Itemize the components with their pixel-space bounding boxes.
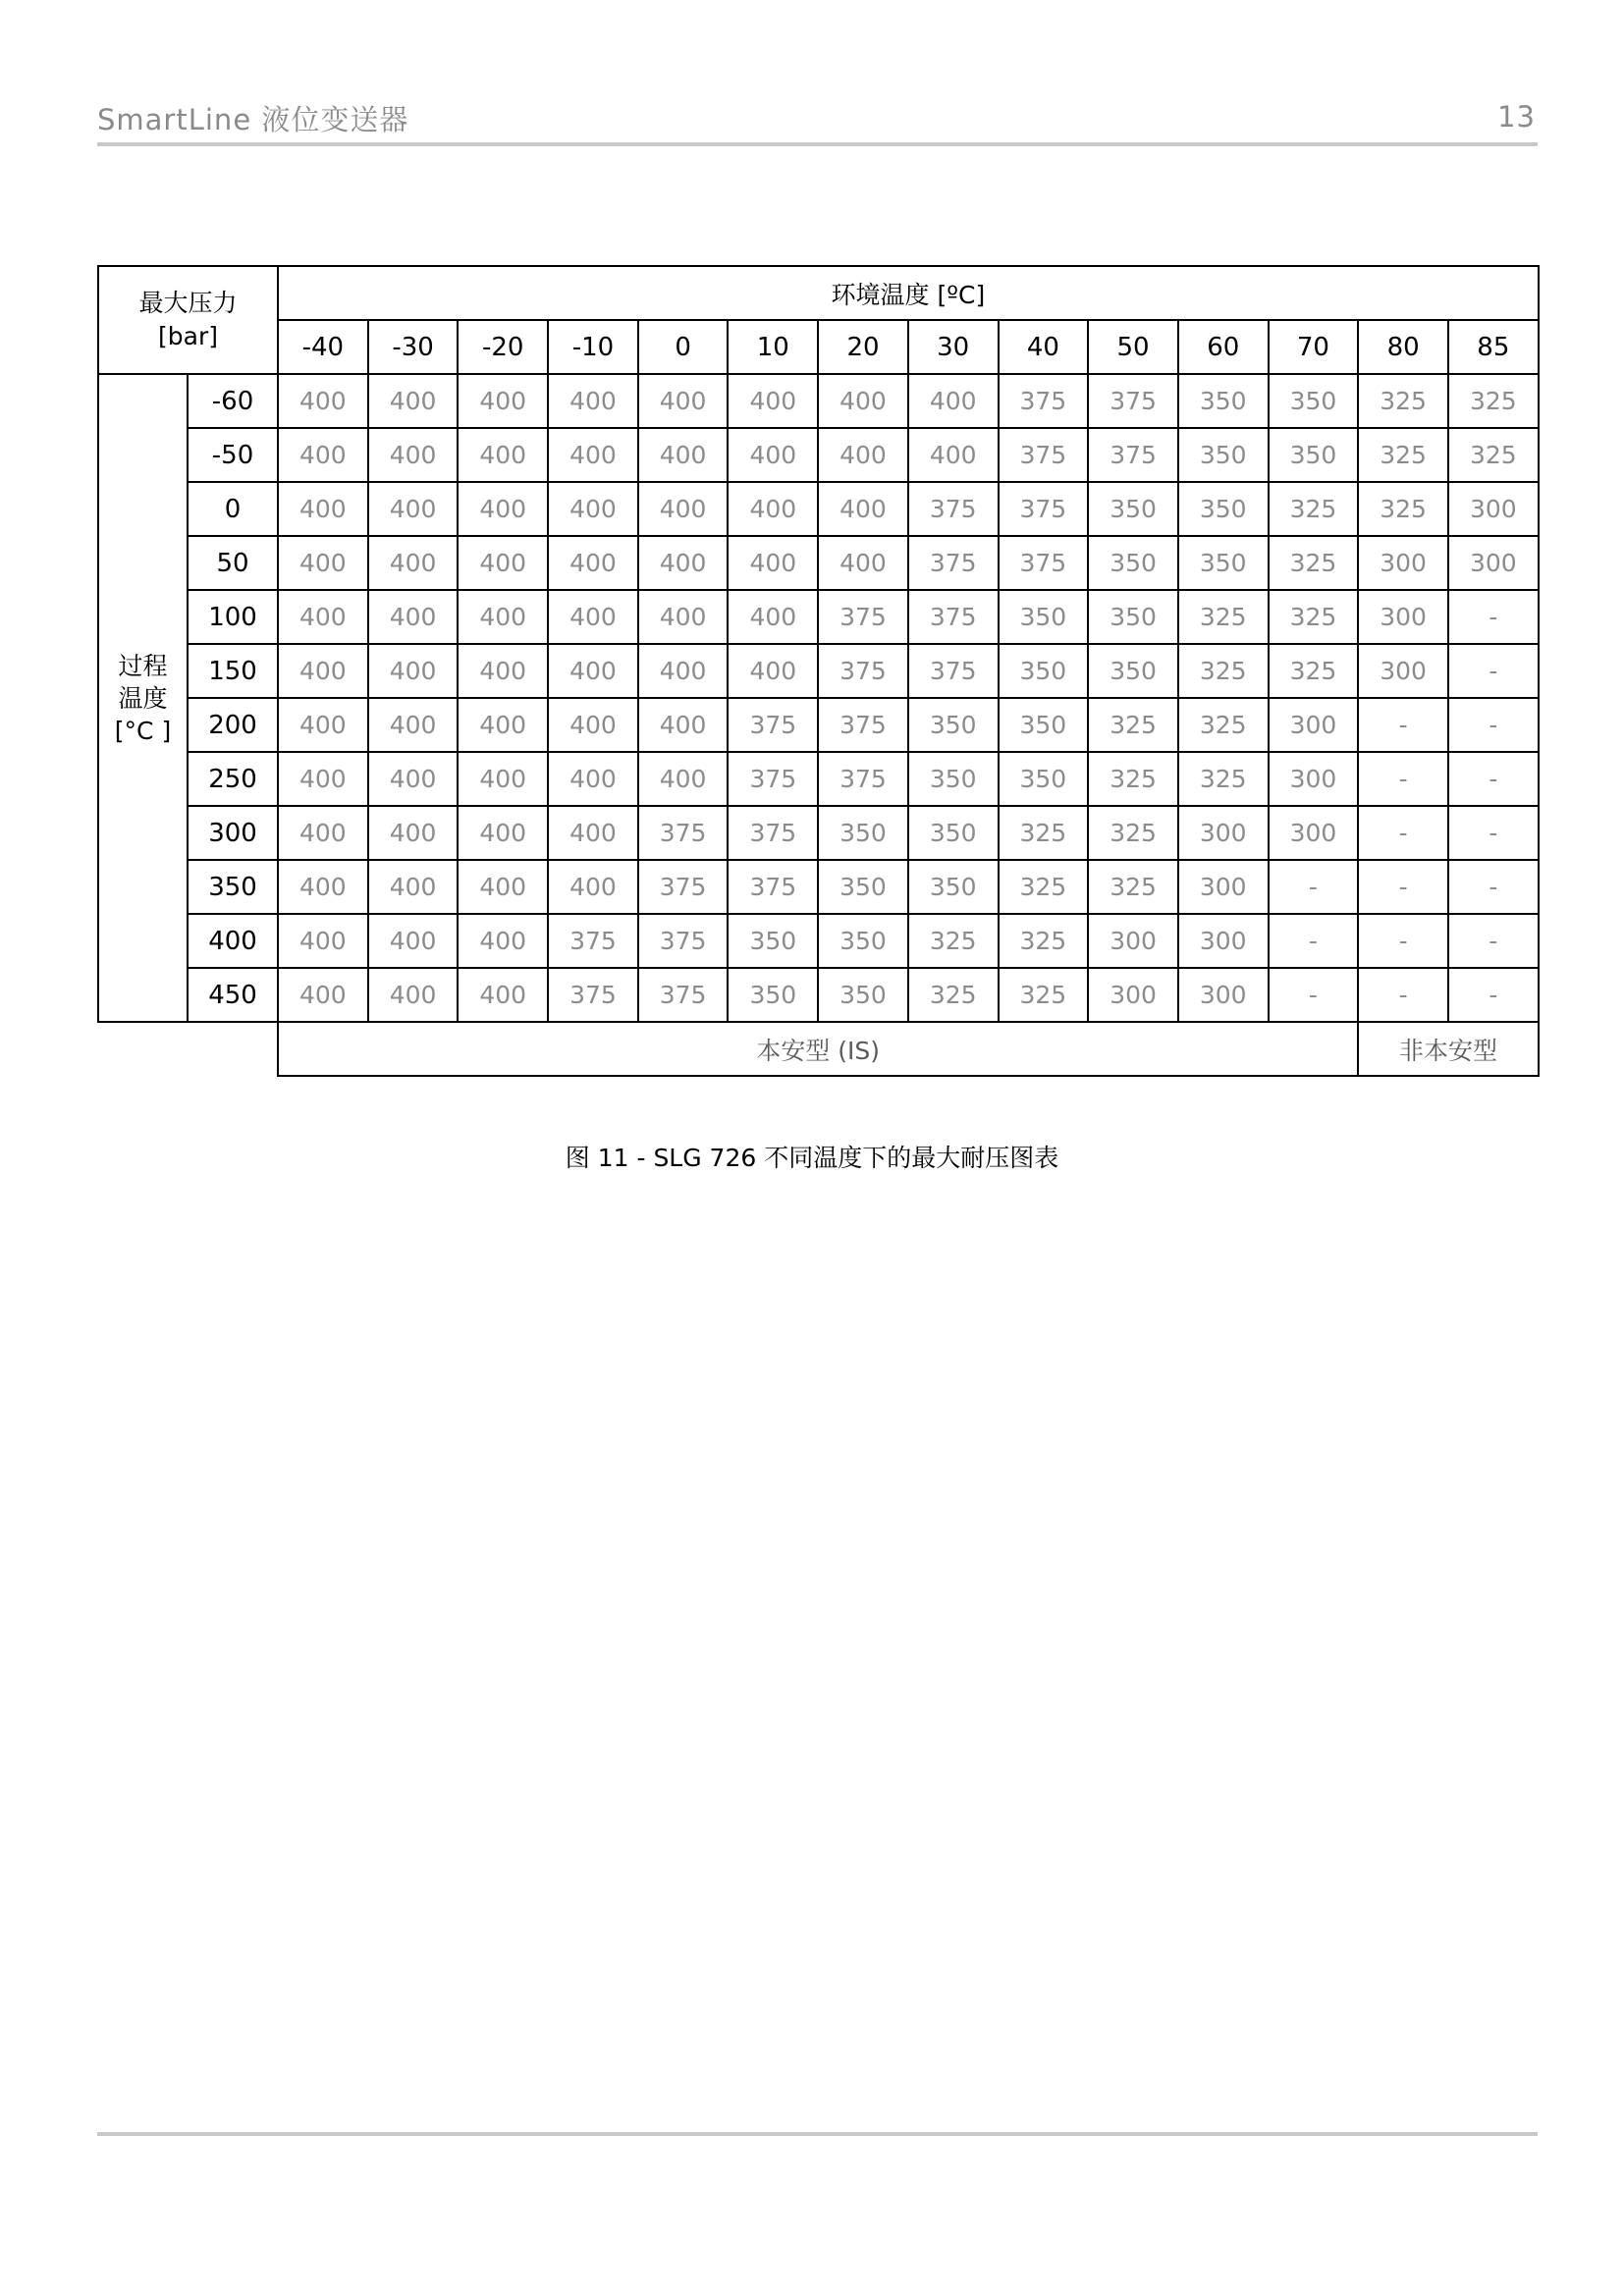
pressure-value-cell: 350	[818, 914, 908, 968]
pressure-value-cell: 400	[638, 536, 729, 590]
pressure-value-cell: -	[1448, 806, 1539, 860]
pressure-value-cell: 400	[548, 752, 638, 806]
pressure-value-cell: 325	[1088, 860, 1178, 914]
pressure-value-cell: 400	[278, 752, 368, 806]
pressure-value-cell: 400	[908, 374, 999, 428]
non-intrinsic-safety-zone-label: 非本安型	[1358, 1022, 1538, 1076]
pressure-value-cell: 400	[368, 968, 459, 1022]
pressure-value-cell: 375	[1088, 374, 1178, 428]
process-temp-row-header: 150	[188, 644, 278, 698]
pressure-value-cell: -	[1448, 914, 1539, 968]
intrinsic-safety-zone-label: 本安型 (IS)	[278, 1022, 1358, 1076]
pressure-value-cell: 400	[818, 536, 908, 590]
process-temp-row-header: 50	[188, 536, 278, 590]
table-row	[98, 752, 1539, 806]
pressure-value-cell: 350	[728, 914, 818, 968]
pressure-value-cell: 375	[638, 806, 729, 860]
pressure-value-cell: 375	[728, 698, 818, 752]
pressure-value-cell: 400	[278, 968, 368, 1022]
ambient-temp-header-cell: 85	[1448, 320, 1539, 374]
pressure-value-cell: 350	[1269, 374, 1359, 428]
pressure-value-cell: 400	[548, 698, 638, 752]
pressure-value-cell: 375	[999, 536, 1089, 590]
pressure-value-cell: 325	[1088, 698, 1178, 752]
pressure-value-cell: 350	[908, 806, 999, 860]
ambient-temp-header-cell: 30	[908, 320, 999, 374]
pressure-value-cell: 400	[728, 482, 818, 536]
process-temp-row-header: 300	[188, 806, 278, 860]
pressure-value-cell: 375	[728, 752, 818, 806]
pressure-value-cell: 400	[818, 374, 908, 428]
pressure-value-cell: 400	[548, 482, 638, 536]
pressure-value-cell: 400	[548, 860, 638, 914]
pressure-value-cell: 375	[818, 698, 908, 752]
pressure-temperature-table	[97, 265, 1540, 1077]
pressure-value-cell: -	[1358, 806, 1448, 860]
max-pressure-header	[98, 266, 278, 374]
pressure-value-cell: 400	[818, 428, 908, 482]
pressure-value-cell: 400	[458, 752, 548, 806]
table-row	[98, 914, 1539, 968]
process-temp-row-header: 200	[188, 698, 278, 752]
pressure-value-cell: 375	[728, 860, 818, 914]
pressure-value-cell: 300	[1269, 806, 1359, 860]
process-temperature-label: [°C ]	[114, 716, 172, 745]
pressure-value-cell: -	[1358, 968, 1448, 1022]
pressure-value-cell: 400	[458, 914, 548, 968]
pressure-value-cell: 400	[458, 428, 548, 482]
ambient-temp-header-cell: 60	[1178, 320, 1269, 374]
ambient-temp-header-cell: -20	[458, 320, 548, 374]
pressure-value-cell: 400	[728, 590, 818, 644]
pressure-value-cell: 300	[1269, 698, 1359, 752]
process-temp-row-header: -50	[188, 428, 278, 482]
ambient-temp-header-cell: -10	[548, 320, 638, 374]
pressure-value-cell: 400	[368, 536, 459, 590]
pressure-value-cell: 300	[1178, 914, 1269, 968]
pressure-value-cell: 400	[458, 374, 548, 428]
pressure-value-cell: 325	[1358, 428, 1448, 482]
pressure-value-cell: 350	[728, 968, 818, 1022]
pressure-value-cell: 400	[278, 698, 368, 752]
pressure-value-cell: 300	[1448, 482, 1539, 536]
pressure-value-cell: 300	[1358, 644, 1448, 698]
pressure-value-cell: -	[1358, 914, 1448, 968]
pressure-value-cell: 375	[548, 968, 638, 1022]
document-header-title: SmartLine 液位变送器	[97, 103, 409, 136]
pressure-value-cell: 400	[278, 806, 368, 860]
pressure-value-cell: 325	[1358, 374, 1448, 428]
pressure-value-cell: 350	[818, 968, 908, 1022]
pressure-value-cell: 350	[999, 590, 1089, 644]
ambient-temp-header-cell: 70	[1269, 320, 1359, 374]
pressure-value-cell: 400	[458, 590, 548, 644]
figure-caption: 图 11 - SLG 726 不同温度下的最大耐压图表	[565, 1144, 1059, 1172]
pressure-value-cell: 325	[1269, 590, 1359, 644]
ambient-temp-header-cell: 40	[999, 320, 1089, 374]
pressure-value-cell: -	[1269, 968, 1359, 1022]
pressure-value-cell: 400	[638, 482, 729, 536]
pressure-value-cell: -	[1358, 698, 1448, 752]
pressure-value-cell: 375	[638, 914, 729, 968]
pressure-value-cell: 400	[818, 482, 908, 536]
process-temperature-header	[98, 374, 188, 1022]
pressure-value-cell: 400	[548, 374, 638, 428]
pressure-value-cell: 300	[1358, 590, 1448, 644]
pressure-value-cell: 375	[638, 968, 729, 1022]
pressure-value-cell: 350	[1178, 482, 1269, 536]
pressure-value-cell: 375	[999, 482, 1089, 536]
table-row	[98, 428, 1539, 482]
process-temp-row-header: 350	[188, 860, 278, 914]
pressure-value-cell: 400	[548, 806, 638, 860]
pressure-value-cell: 325	[1178, 698, 1269, 752]
ambient-temp-header-cell: 10	[728, 320, 818, 374]
process-temp-row-header: 0	[188, 482, 278, 536]
pressure-value-cell: 325	[1269, 536, 1359, 590]
pressure-value-cell: 400	[368, 590, 459, 644]
process-temperature-label: 过程	[118, 651, 168, 680]
pressure-value-cell: 400	[728, 374, 818, 428]
pressure-value-cell: 300	[1088, 914, 1178, 968]
pressure-value-cell: -	[1358, 752, 1448, 806]
pressure-value-cell: 400	[458, 968, 548, 1022]
pressure-value-cell: -	[1448, 860, 1539, 914]
process-temp-row-header: -60	[188, 374, 278, 428]
pressure-value-cell: 375	[908, 536, 999, 590]
pressure-value-cell: 400	[368, 374, 459, 428]
pressure-value-cell: 400	[458, 698, 548, 752]
pressure-value-cell: 350	[908, 752, 999, 806]
pressure-value-cell: 300	[1448, 536, 1539, 590]
pressure-value-cell: 325	[1088, 806, 1178, 860]
pressure-value-cell: 375	[818, 644, 908, 698]
pressure-value-cell: 400	[278, 914, 368, 968]
table-row	[98, 590, 1539, 644]
ambient-temp-header-cell: 80	[1358, 320, 1448, 374]
pressure-value-cell: -	[1448, 590, 1539, 644]
pressure-value-cell: 325	[999, 968, 1089, 1022]
ambient-temp-header-cell: 50	[1088, 320, 1178, 374]
pressure-value-cell: 325	[999, 914, 1089, 968]
table-row	[98, 698, 1539, 752]
pressure-value-cell: -	[1448, 968, 1539, 1022]
pressure-value-cell: 375	[999, 428, 1089, 482]
process-temperature-label: 温度	[118, 683, 168, 713]
pressure-value-cell: 375	[908, 590, 999, 644]
pressure-value-cell: 325	[1178, 644, 1269, 698]
empty-cell	[98, 1022, 278, 1076]
ambient-temperature-header: 环境温度 [ºC]	[278, 266, 1539, 320]
pressure-value-cell: 300	[1269, 752, 1359, 806]
max-pressure-label: 最大压力	[138, 289, 238, 317]
pressure-value-cell: -	[1269, 914, 1359, 968]
pressure-value-cell: 400	[278, 860, 368, 914]
pressure-value-cell: 400	[458, 806, 548, 860]
header-divider	[97, 142, 1538, 146]
pressure-value-cell: 300	[1088, 968, 1178, 1022]
pressure-value-cell: 375	[818, 752, 908, 806]
pressure-value-cell: 375	[638, 860, 729, 914]
pressure-value-cell: 400	[368, 698, 459, 752]
pressure-value-cell: 325	[1448, 374, 1539, 428]
pressure-value-cell: 350	[999, 644, 1089, 698]
process-temp-row-header: 400	[188, 914, 278, 968]
pressure-value-cell: 350	[1088, 590, 1178, 644]
pressure-value-cell: 350	[818, 860, 908, 914]
pressure-value-cell: 400	[368, 644, 459, 698]
pressure-value-cell: 400	[728, 536, 818, 590]
pressure-value-cell: 350	[818, 806, 908, 860]
pressure-value-cell: 400	[458, 860, 548, 914]
pressure-value-cell: 400	[278, 482, 368, 536]
pressure-value-cell: 400	[458, 536, 548, 590]
pressure-value-cell: 400	[368, 482, 459, 536]
process-temp-row-header: 450	[188, 968, 278, 1022]
table-header-row	[98, 266, 1539, 320]
ambient-temp-header-cell: -40	[278, 320, 368, 374]
pressure-value-cell: 400	[548, 536, 638, 590]
pressure-value-cell: 400	[368, 860, 459, 914]
pressure-value-cell: 325	[1269, 644, 1359, 698]
pressure-value-cell: 375	[908, 482, 999, 536]
pressure-value-cell: -	[1448, 752, 1539, 806]
pressure-value-cell: 325	[908, 914, 999, 968]
ambient-temp-header-cell: 0	[638, 320, 729, 374]
pressure-value-cell: 400	[638, 428, 729, 482]
pressure-value-cell: 350	[908, 860, 999, 914]
pressure-value-cell: 325	[999, 860, 1089, 914]
pressure-value-cell: 325	[999, 806, 1089, 860]
pressure-value-cell: 325	[1178, 590, 1269, 644]
table-row	[98, 482, 1539, 536]
pressure-value-cell: 375	[728, 806, 818, 860]
pressure-value-cell: 400	[638, 698, 729, 752]
pressure-value-cell: 400	[368, 752, 459, 806]
pressure-value-cell: 350	[999, 752, 1089, 806]
pressure-value-cell: 350	[1088, 482, 1178, 536]
pressure-value-cell: 325	[1269, 482, 1359, 536]
pressure-value-cell: 400	[728, 644, 818, 698]
pressure-value-cell: 300	[1358, 536, 1448, 590]
pressure-value-cell: 400	[548, 428, 638, 482]
pressure-value-cell: 350	[1178, 536, 1269, 590]
pressure-value-cell: 325	[1178, 752, 1269, 806]
pressure-value-cell: 350	[1269, 428, 1359, 482]
pressure-value-cell: 375	[818, 590, 908, 644]
pressure-value-cell: 400	[638, 374, 729, 428]
footer-divider	[97, 2132, 1538, 2136]
pressure-value-cell: 400	[638, 644, 729, 698]
pressure-value-cell: -	[1448, 698, 1539, 752]
pressure-value-cell: 375	[999, 374, 1089, 428]
pressure-value-cell: 400	[638, 590, 729, 644]
pressure-value-cell: 350	[1088, 644, 1178, 698]
page-number: 13	[1497, 100, 1536, 133]
pressure-value-cell: 400	[458, 644, 548, 698]
pressure-value-cell: 350	[1178, 374, 1269, 428]
pressure-value-cell: 300	[1178, 806, 1269, 860]
pressure-value-cell: 375	[908, 644, 999, 698]
pressure-value-cell: 400	[548, 590, 638, 644]
pressure-value-cell: -	[1269, 860, 1359, 914]
pressure-value-cell: 350	[908, 698, 999, 752]
table-row	[98, 374, 1539, 428]
pressure-value-cell: 300	[1178, 860, 1269, 914]
pressure-value-cell: 400	[458, 482, 548, 536]
process-temp-row-header: 250	[188, 752, 278, 806]
table-row	[98, 860, 1539, 914]
pressure-value-cell: 400	[278, 374, 368, 428]
pressure-value-cell: 400	[368, 914, 459, 968]
ambient-temp-header-cell: 20	[818, 320, 908, 374]
pressure-value-cell: 325	[908, 968, 999, 1022]
pressure-value-cell: 400	[278, 536, 368, 590]
ambient-temp-header-cell: -30	[368, 320, 459, 374]
pressure-value-cell: 400	[368, 806, 459, 860]
pressure-value-cell: 400	[278, 428, 368, 482]
pressure-value-cell: 400	[278, 590, 368, 644]
pressure-value-cell: 375	[548, 914, 638, 968]
table-row	[98, 806, 1539, 860]
table-row	[98, 644, 1539, 698]
pressure-value-cell: 300	[1178, 968, 1269, 1022]
table-row	[98, 536, 1539, 590]
ambient-temperature-row	[98, 320, 1539, 374]
pressure-value-cell: 400	[368, 428, 459, 482]
pressure-value-cell: 400	[548, 644, 638, 698]
pressure-value-cell: 350	[1178, 428, 1269, 482]
table-row	[98, 968, 1539, 1022]
pressure-value-cell: 350	[999, 698, 1089, 752]
pressure-value-cell: 325	[1448, 428, 1539, 482]
pressure-value-cell: -	[1358, 860, 1448, 914]
pressure-value-cell: 325	[1358, 482, 1448, 536]
pressure-value-cell: 400	[728, 428, 818, 482]
pressure-value-cell: -	[1448, 644, 1539, 698]
certification-zone-row	[98, 1022, 1539, 1076]
pressure-value-cell: 400	[908, 428, 999, 482]
pressure-value-cell: 400	[278, 644, 368, 698]
process-temp-row-header: 100	[188, 590, 278, 644]
pressure-value-cell: 325	[1088, 752, 1178, 806]
max-pressure-unit: [bar]	[158, 322, 218, 350]
pressure-value-cell: 350	[1088, 536, 1178, 590]
pressure-value-cell: 375	[1088, 428, 1178, 482]
pressure-value-cell: 400	[638, 752, 729, 806]
